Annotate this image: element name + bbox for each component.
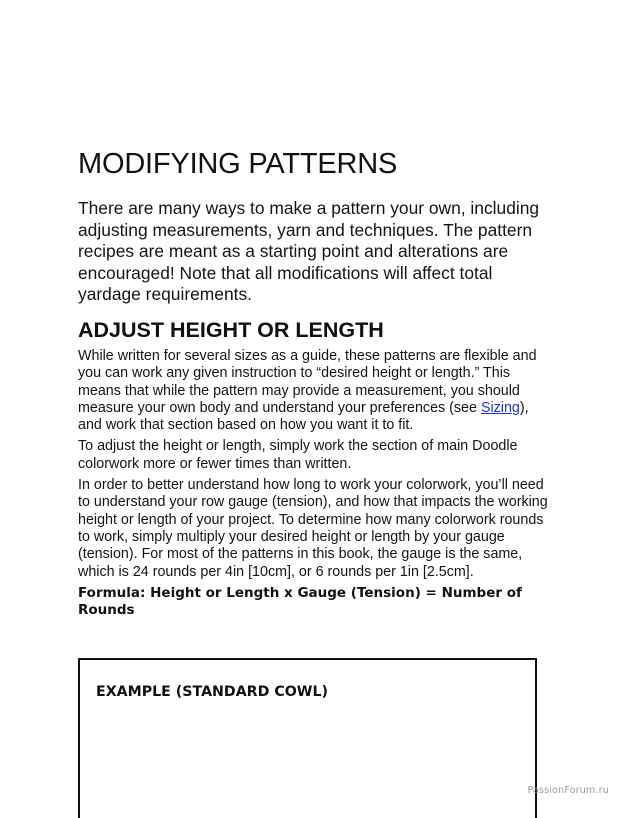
- paragraph-row-gauge: In order to better understand how long to work your colorwork, you’ll need to understand your row gauge (tension), and how that impacts the working height or length of your project. To determine how many colorwork rounds to work, simply multiply your desired height or length by your gauge (tension). For most of the patterns in this book, the gauge is the same, which is 24 rounds per 4in [10cm], or 6 rounds per 1in [2.5cm].: [78, 477, 548, 580]
- section-body: [78, 348, 548, 620]
- paragraph-adjust-height: To adjust the height or length, simply work the section of main Doodle colorwork more or fewer times than written.: [78, 438, 518, 472]
- paragraph-flexible-sizes: [78, 348, 548, 434]
- intro-paragraph: There are many ways to make a pattern your own, including adjusting measurements, yarn and techniques. The pattern recipes are meant as a starting point and alterations are encouraged! Note that all modifications will affect total yardage requirements.: [78, 198, 540, 305]
- paragraph-text: While written for several sizes as a guide, these patterns are flexible and you can work any given instruction to “desired height or length.” This means that while the pattern may provide a measurement, you should measure your own body and understand your preferences (see: [78, 348, 537, 416]
- page-title: MODIFYING PATTERNS: [78, 148, 398, 180]
- example-box: [78, 658, 537, 818]
- paragraph-text: ), and work that section based on how you want it to fit.: [78, 399, 529, 434]
- example-title: EXAMPLE (STANDARD COWL): [96, 684, 328, 700]
- formula-text: Formula: Height or Length x Gauge (Tension) = Number of Rounds: [78, 584, 522, 619]
- section-heading: ADJUST HEIGHT OR LENGTH: [78, 318, 384, 342]
- watermark: PassionForum.ru: [527, 785, 609, 796]
- sizing-link[interactable]: Sizing: [480, 399, 520, 416]
